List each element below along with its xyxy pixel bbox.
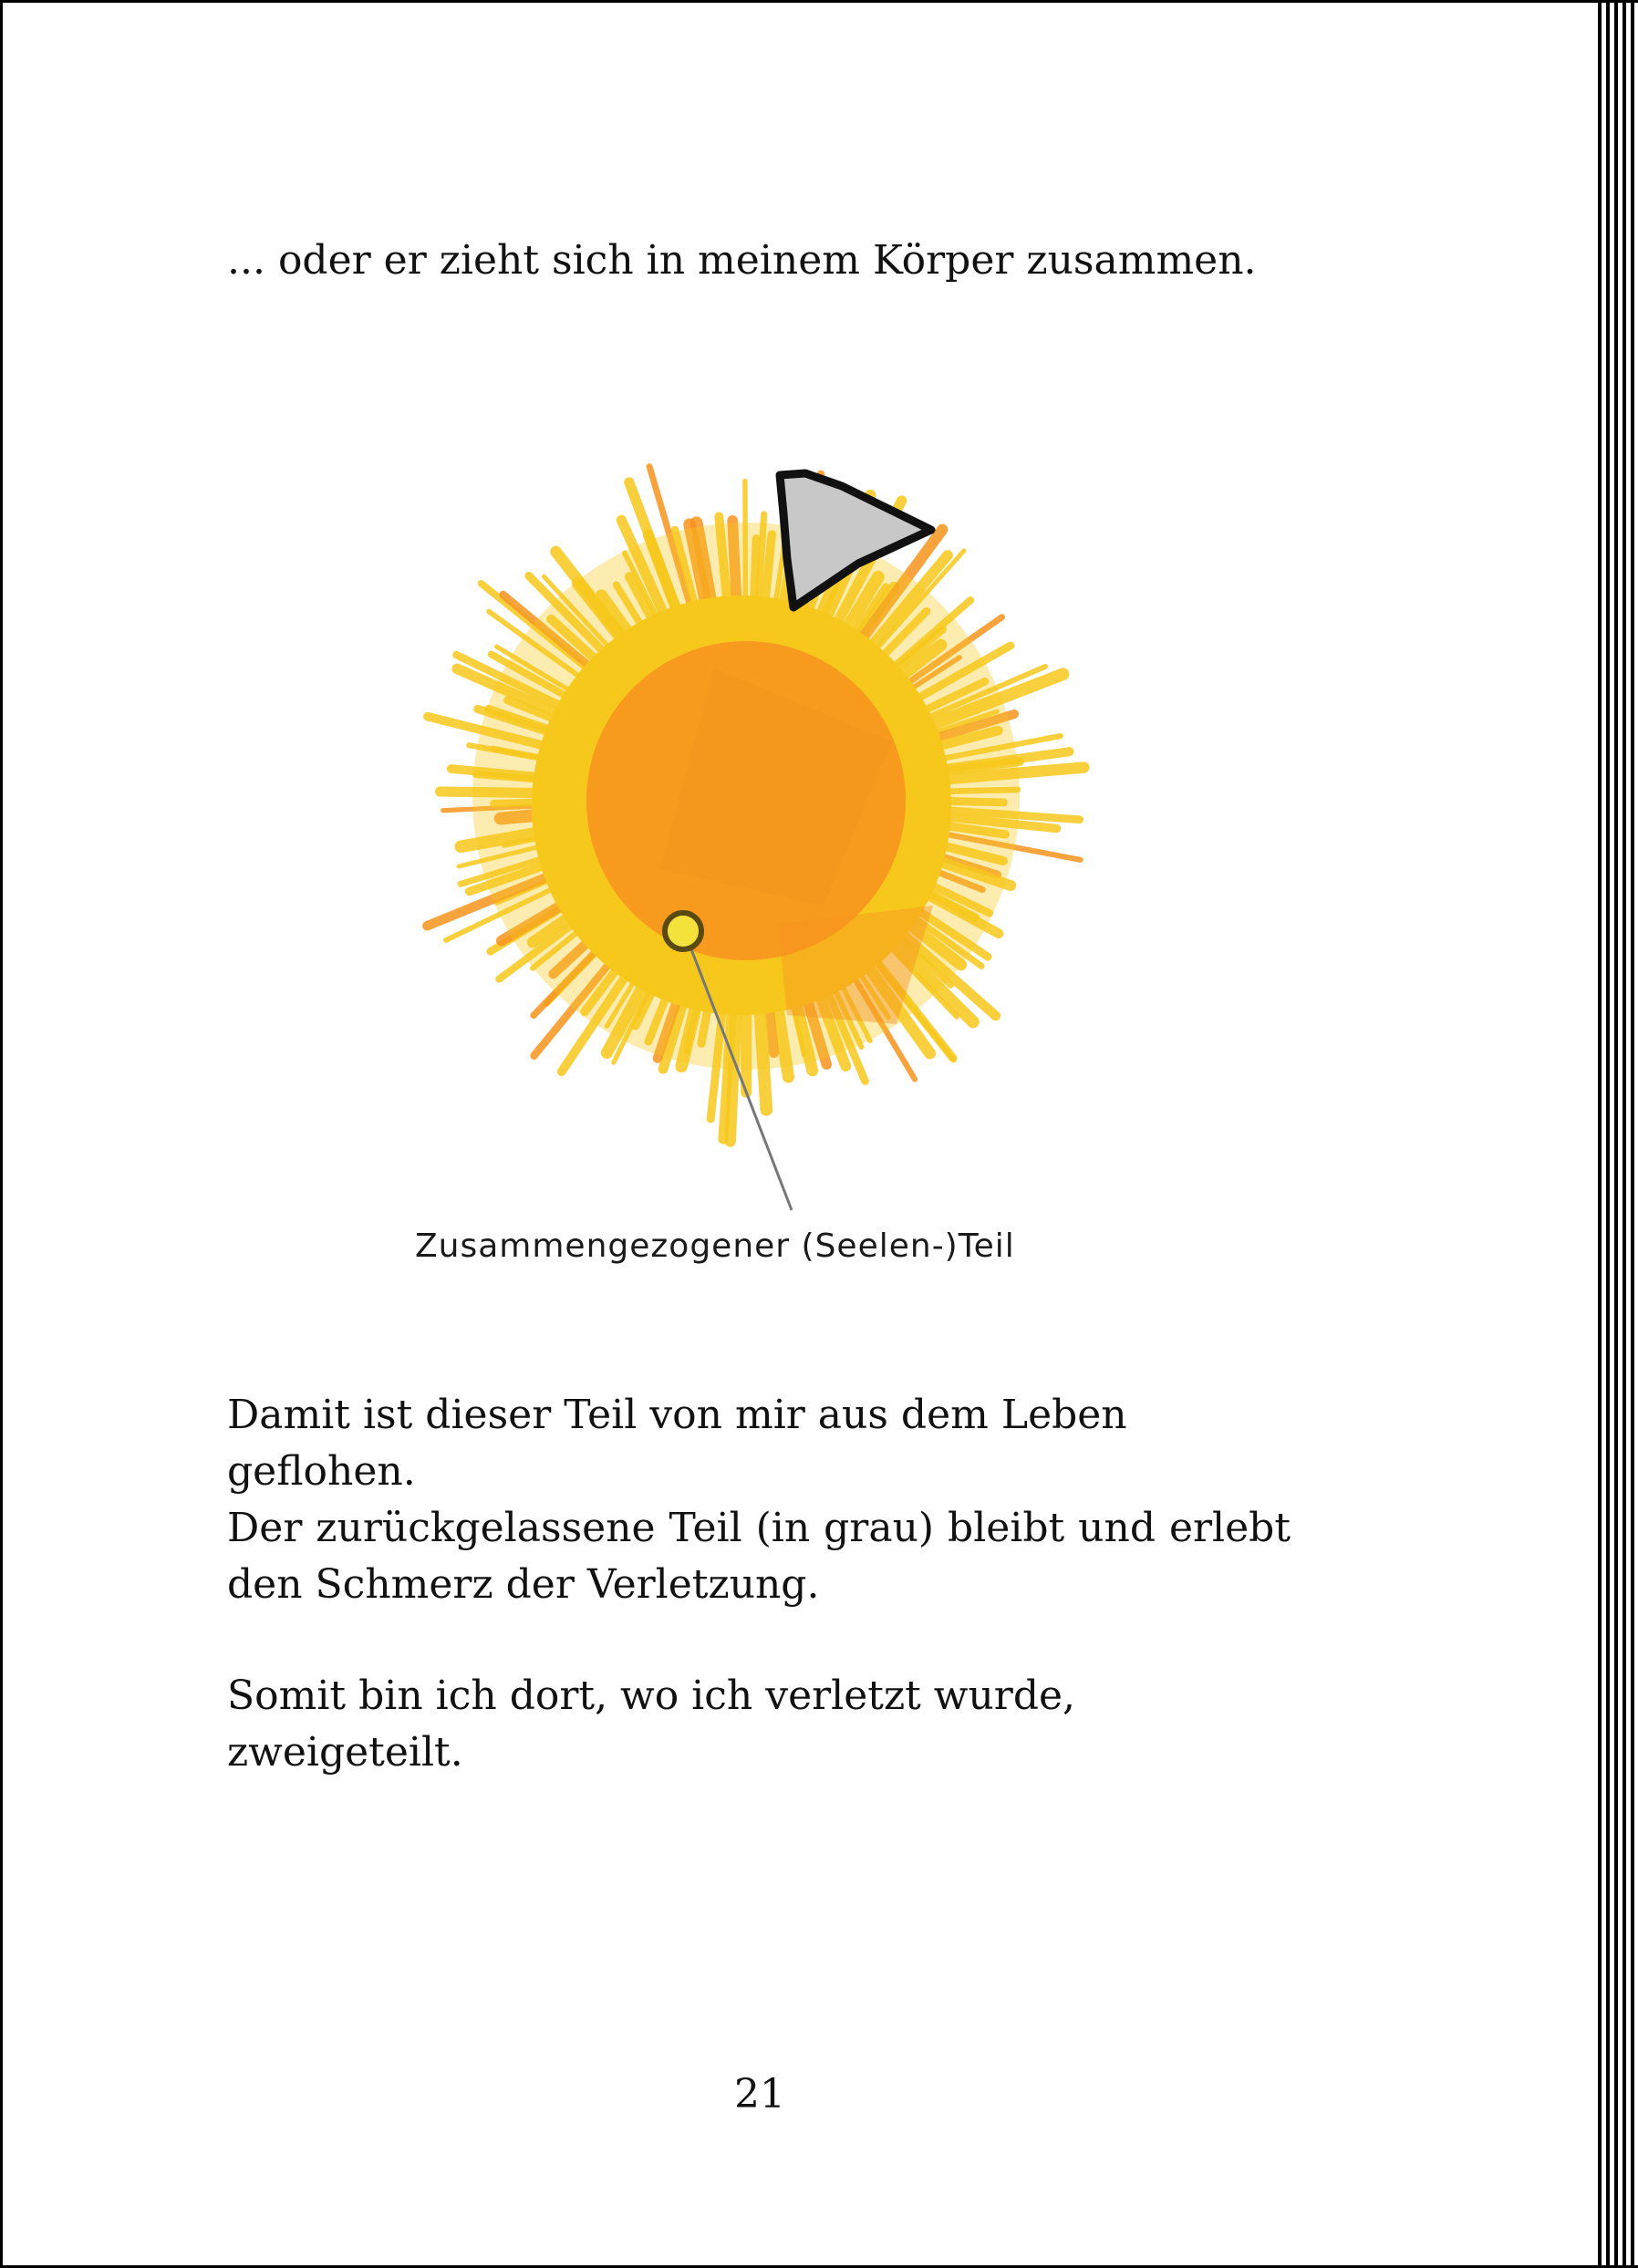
figure-caption: Zusammengezogener (Seelen-)Teil xyxy=(415,1227,1015,1265)
paragraph-3: Somit bin ich dort, wo ich verletzt wurde, zweigeteilt. xyxy=(227,1673,1076,1776)
contracted-soul-part xyxy=(665,913,701,949)
soul-drawing xyxy=(386,395,1170,1216)
intro-text: ... oder er zieht sich in meinem Körper zusammen. xyxy=(227,237,1257,284)
paragraph-2: Der zurückgelassene Teil (in grau) bleibt und erlebt den Schmerz der Verletzung. xyxy=(227,1505,1291,1608)
paragraph-1: Damit ist dieser Teil von mir aus dem Leben geflohen. xyxy=(227,1392,1127,1495)
page-number: 21 xyxy=(734,2071,785,2118)
page-edge-lines xyxy=(1598,3,1638,2265)
